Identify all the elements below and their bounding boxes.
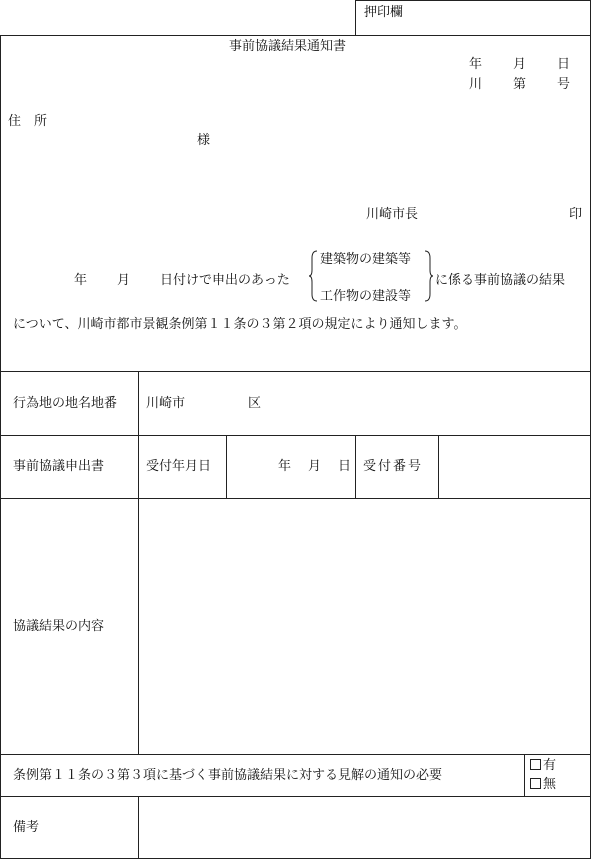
- result-label: 協議結果の内容: [13, 619, 105, 634]
- option-yes[interactable]: [530, 759, 556, 772]
- received-number-label: 受付番号: [363, 459, 424, 474]
- remarks-label: 備考: [13, 820, 40, 835]
- option-structure: 工作物の建設等: [320, 289, 412, 304]
- row-divider-2: [0, 435, 591, 436]
- label-column-divider: [138, 371, 139, 754]
- notice-question: 条例第１１条の３第３項に基づく事前協議結果に対する見解の通知の必要: [13, 768, 443, 783]
- row-divider-1: [0, 371, 591, 372]
- issuer-seal: 印: [569, 207, 583, 222]
- received-number-divider-right: [438, 435, 439, 498]
- stamp-box-top-border: [355, 0, 591, 1]
- received-year: 年: [278, 459, 292, 474]
- option-yes-label: 有: [543, 758, 557, 773]
- received-number-divider-left: [355, 435, 356, 498]
- issuer-name: 川崎市長: [366, 207, 419, 222]
- option-building: 建築物の建築等: [320, 252, 412, 267]
- received-date-label: 受付年月日: [146, 459, 212, 474]
- body-year: 年: [74, 273, 88, 288]
- doc-number-go: 号: [557, 77, 571, 92]
- body-date-rest: 日付けで申出のあった: [160, 273, 290, 288]
- checkbox-no[interactable]: [530, 778, 541, 789]
- body-line2: について、川崎市都市景観条例第１１条の３第２項の規定により通知します。: [13, 317, 467, 332]
- received-date-divider: [226, 435, 227, 498]
- date-year: 年: [469, 57, 483, 72]
- document-title: 事前協議結果通知書: [229, 39, 347, 54]
- stamp-label: 押印欄: [364, 5, 404, 20]
- form-left-border: [0, 35, 1, 859]
- left-brace: [308, 250, 318, 302]
- form-top-border: [0, 35, 591, 36]
- received-month: 月: [308, 459, 322, 474]
- address-label: 住 所: [8, 114, 48, 129]
- body-tail: に係る事前協議の結果: [435, 273, 566, 288]
- option-no[interactable]: [530, 778, 556, 791]
- location-city: 川崎市: [146, 396, 186, 411]
- date-month: 月: [513, 57, 527, 72]
- row-divider-4: [0, 754, 591, 755]
- location-ku: 区: [248, 396, 262, 411]
- received-day: 日: [338, 459, 352, 474]
- application-label: 事前協議申出書: [13, 459, 105, 474]
- location-label: 行為地の地名地番: [13, 396, 118, 411]
- row-divider-3: [0, 498, 591, 499]
- doc-number-dai: 第: [513, 77, 527, 92]
- option-no-label: 無: [543, 777, 557, 792]
- addressee-honorific: 様: [197, 133, 211, 148]
- row-divider-5: [0, 796, 591, 797]
- date-day: 日: [557, 57, 571, 72]
- remarks-column-divider: [138, 796, 139, 858]
- checkbox-yes[interactable]: [530, 759, 541, 770]
- right-brace: [424, 250, 434, 302]
- body-month: 月: [117, 273, 131, 288]
- stamp-box-left-border: [355, 0, 356, 35]
- notice-options-divider: [524, 754, 525, 796]
- doc-number-kawa: 川: [469, 77, 483, 92]
